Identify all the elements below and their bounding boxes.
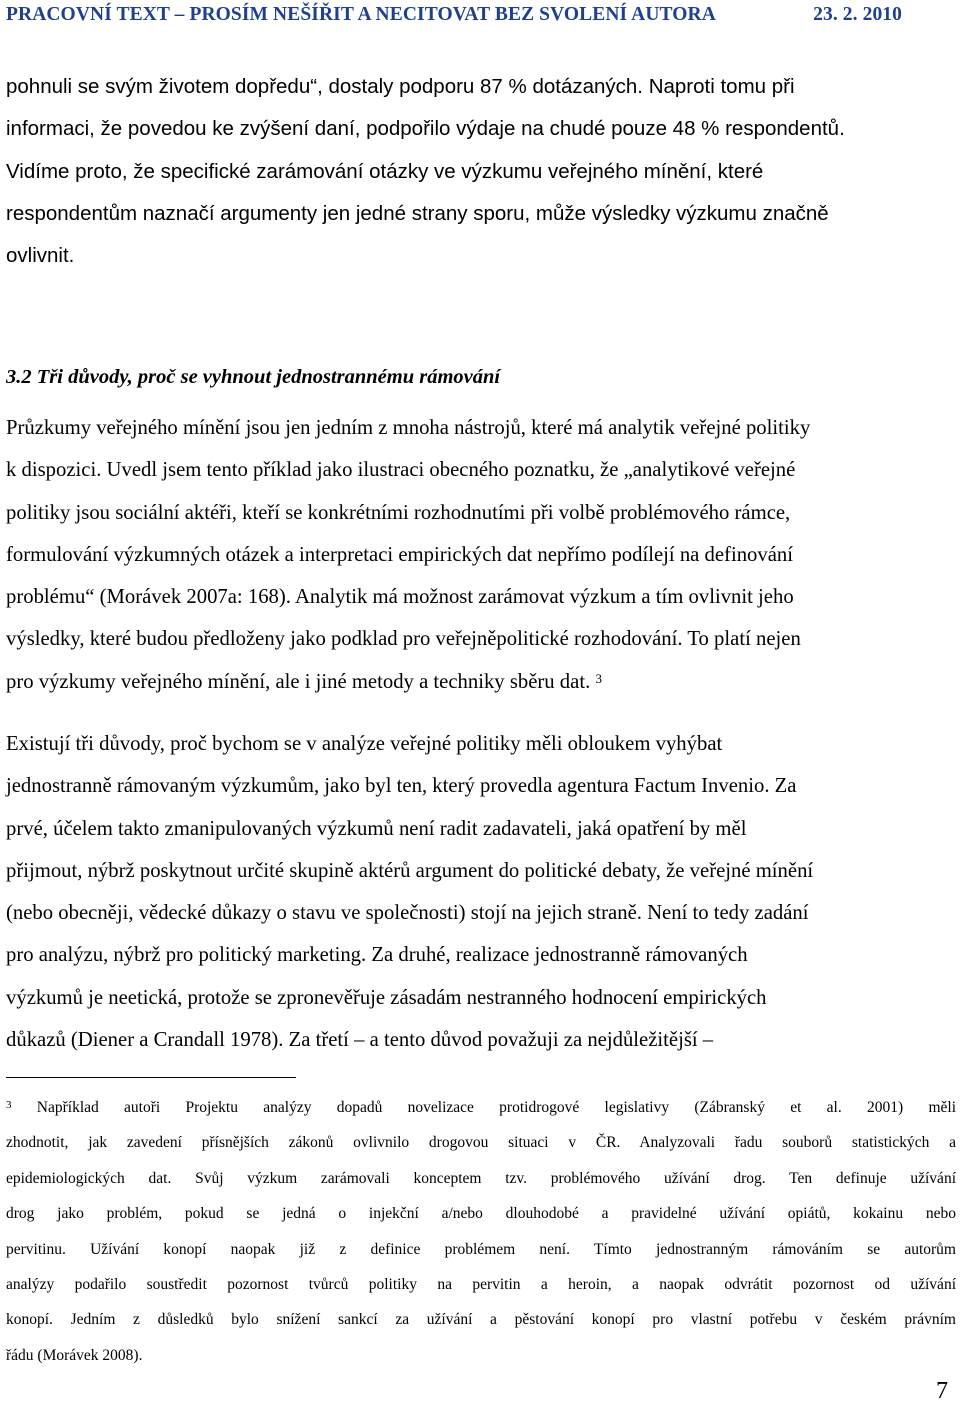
footnote-line <box>6 1090 956 1125</box>
page-header <box>6 4 954 26</box>
paragraph-line: jednostranně rámovaným výzkumům, jako byl ten, který provedla agentura Factum Invenio. Za <box>6 775 797 798</box>
footnote <box>6 1090 956 1373</box>
footnote-line: pervitinu. Užívání konopí naopak již z definice problémem není. Tímto jednostranným rámováním se autorům <box>6 1240 956 1258</box>
paragraph-line: přijmout, nýbrž poskytnout určité skupině aktérů argument do politické debaty, že veřejné mínění <box>6 859 814 882</box>
paragraph-line: ovlivnit. <box>6 244 75 268</box>
footnote-line: konopí. Jedním z důsledků bylo snížení sankcí za užívání a pěstování konopí pro vlastní potřebu v českém právním <box>6 1311 956 1329</box>
paragraph-line: (nebo obecněji, vědecké důkazy o stavu ve společnosti) stojí na jejich straně. Není to tedy zadání <box>6 902 809 925</box>
paragraph-line: pohnuli se svým životem dopředu“, dostaly podporu 87 % dotázaných. Naproti tomu při <box>6 75 795 98</box>
paragraph-line: výsledky, které budou předloženy jako podklad pro veřejněpolitické rozhodování. To platí nejen <box>6 628 801 651</box>
footnote-separator <box>6 1077 296 1078</box>
footnote-number: 3 <box>6 1099 12 1111</box>
footnote-line: zhodnotit, jak zavedení přísnějších zákonů ovlivnilo drogovou situaci v ČR. Analyzovali řadu souborů statistických a <box>6 1134 956 1152</box>
paragraph-line: formulování výzkumných otázek a interpretaci empirických dat nepřímo podílejí na definování <box>6 543 794 566</box>
paragraph-line: politiky jsou sociální aktéři, kteří se konkrétními rozhodnutími při volbě problémového rámce, <box>6 501 791 524</box>
paragraph-line: Průzkumy veřejného mínění jsou jen jedním z mnoha nástrojů, které má analytik veřejné politiky <box>6 417 811 439</box>
paragraph-line: problému“ (Morávek 2007a: 168). Analytik má možnost zarámovat výzkum a tím ovlivnit jeho <box>6 586 794 609</box>
page-number: 7 <box>936 1378 948 1404</box>
paragraph-line <box>6 661 956 703</box>
paragraph-surveys <box>6 407 956 703</box>
footnote-line: drog jako problém, pokud se jedná o injekční a/nebo dlouhodobé a pravidelné užívání opiátů, kokainu nebo <box>6 1205 956 1223</box>
paragraph-line: důkazů (Diener a Crandall 1978). Za třetí – a tento důvod považuji za nejdůležitější – <box>6 1029 714 1052</box>
header-title: PRACOVNÍ TEXT – PROSÍM NEŠÍŘIT A NECITOVAT BEZ SVOLENÍ AUTORA <box>6 4 716 25</box>
footnote-line: epidemiologických dat. Svůj výzkum zarámovali konceptem tzv. problémového užívání drog. Ten definuje užívání <box>6 1169 956 1187</box>
paragraph-three-reasons <box>6 723 956 1061</box>
paragraph-line: Existují tři důvody, proč bychom se v analýze veřejné politiky měli obloukem vyhýbat <box>6 733 723 755</box>
paragraph-line: prvé, účelem takto zmanipulovaných výzkumů není radit zadavateli, jaká opatření by měl <box>6 817 747 840</box>
footnote-reference[interactable]: 3 <box>595 670 602 686</box>
paragraph-line-text: pro výzkumy veřejného mínění, ale i jiné metody a techniky sběru dat. <box>6 670 591 693</box>
footnote-line-text: Například autoři Projektu analýzy dopadů novelizace protidrogové legislativy (Zábranský et al. 2001) měli <box>36 1099 957 1116</box>
paragraph-line: výzkumů je neetická, protože se zpronevěřuje zásadám nestranného hodnocení empirických <box>6 986 767 1009</box>
paragraph-line: respondentům naznačí argumenty jen jedné strany sporu, může výsledky výzkumu značně <box>6 201 829 225</box>
paragraph-line: Vidíme proto, že specifické zarámování otázky ve výzkumu veřejného mínění, které <box>6 159 764 183</box>
paragraph-line: informaci, že povedou ke zvýšení daní, podpořilo výdaje na chudé pouze 48 % respondentů. <box>6 117 845 141</box>
footnote-line: řádu (Morávek 2008). <box>6 1346 143 1364</box>
header-date: 23. 2. 2010 <box>813 4 902 25</box>
footnote-line: analýzy podařilo soustředit pozornost tvůrců politiky na pervitin a heroin, a naopak odvrátit pozornost od užívání <box>6 1276 956 1294</box>
paragraph-line: pro analýzu, nýbrž pro politický marketing. Za druhé, realizace jednostranně rámovaných <box>6 944 748 967</box>
paragraph-continuation <box>6 66 954 277</box>
section-heading: 3.2 Tři důvody, proč se vyhnout jednostrannému rámování <box>6 366 501 388</box>
paragraph-line: k dispozici. Uvedl jsem tento příklad jako ilustraci obecného poznatku, že „analytikové veřejné <box>6 459 796 482</box>
